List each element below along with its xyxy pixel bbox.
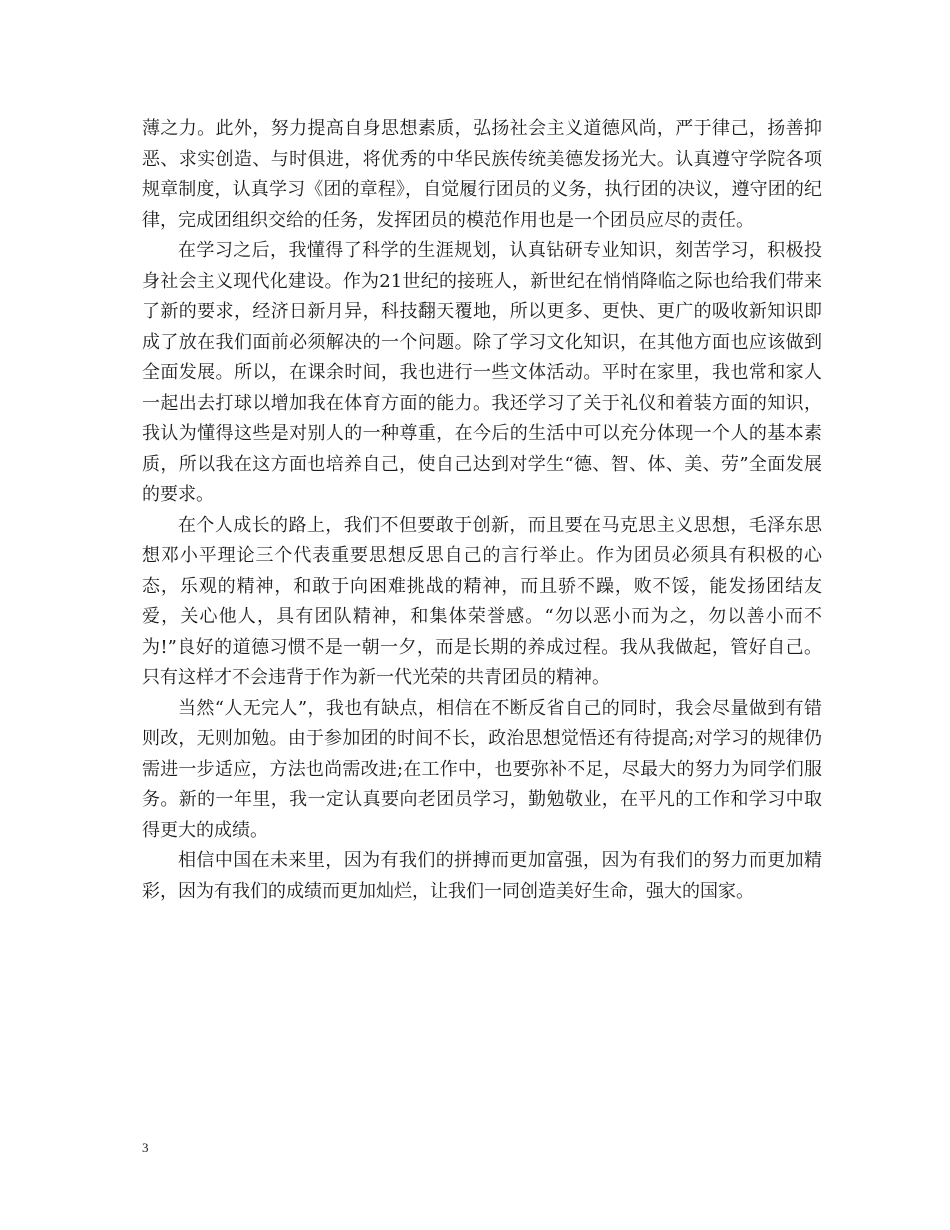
paragraph-continued: 薄之力。此外，努力提高自身思想素质，弘扬社会主义道德风尚，严于律己，扬善抑恶、求实创造、与时俱进，将优秀的中华民族传统美德发扬光大。认真遵守学院各项规章制度，认真学习《团的章程》，自觉履行团员的义务，执行团的决议，遵守团的纪律，完成团组织交给的任务，发挥团员的模范作用也是一个团员应尽的责任。 [142,118,822,231]
paragraph: 在个人成长的路上，我们不但要敢于创新，而且要在马克思主义思想，毛泽东思想邓小平理论三个代表重要思想反思自己的言行举止。作为团员必须具有积极的心态，乐观的精神，和敢于向困难挑战的精神，而且骄不躁，败不馁，能发扬团结友爱，关心他人，具有团队精神，和集体荣誉感。“勿以恶小而为之，勿以善小而不为!”良好的道德习惯不是一朝一夕，而是长期的养成过程。我从我做起，管好自己。只有这样才不会违背于作为新一代光荣的共青团员的精神。 [142,514,822,688]
document-body [142,114,822,907]
paragraph: 当然“人无完人”，我也有缺点，相信在不断反省自己的同时，我会尽量做到有错则改，无则加勉。由于参加团的时间不长，政治思想觉悟还有待提高;对学习的规律仍需进一步适应，方法也尚需改进;在工作中，也要弥补不足，尽最大的努力为同学们服务。新的一年里，我一定认真要向老团员学习，勤勉敬业，在平凡的工作和学习中取得更大的成绩。 [142,697,822,841]
paragraph: 相信中国在未来里，因为有我们的拼搏而更加富强，因为有我们的努力而更加精彩，因为有我们的成绩而更加灿烂，让我们一同创造美好生命，强大的国家。 [142,850,822,902]
page-number: 3 [142,1140,149,1155]
paragraph: 在学习之后，我懂得了科学的生涯规划，认真钻研专业知识，刻苦学习，积极投身社会主义现代化建设。作为21世纪的接班人，新世纪在悄悄降临之际也给我们带来了新的要求，经济日新月异，科技翻天覆地，所以更多、更快、更广的吸收新知识即成了放在我们面前必须解决的一个问题。除了学习文化知识，在其他方面也应该做到全面发展。所以，在课余时间，我也进行一些文体活动。平时在家里，我也常和家人一起出去打球以增加我在体育方面的能力。我还学习了关于礼仪和着装方面的知识，我认为懂得这些是对别人的一种尊重，在今后的生活中可以充分体现一个人的基本素质，所以我在这方面也培养自己，使自己达到对学生“德、智、体、美、劳”全面发展的要求。 [142,240,822,505]
